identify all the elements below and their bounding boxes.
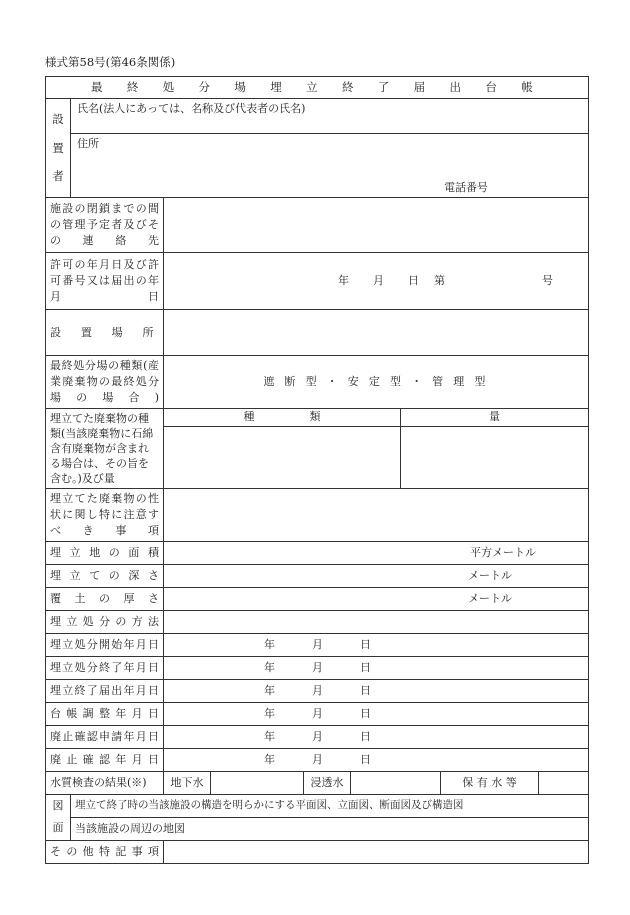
permit-field[interactable] [164, 253, 589, 310]
type-label: 最終処分場の種類(産業廃棄物の最終処分場の場合) [46, 356, 164, 409]
date-row-label: 埋立処分終了年月日 [46, 656, 164, 679]
installer-phone-label: 電話番号 [444, 181, 489, 195]
date-day-unit: 日 [360, 706, 371, 720]
permit-day-unit: 日 [408, 274, 419, 288]
date-row-field[interactable] [164, 633, 589, 656]
date-day-unit: 日 [360, 637, 371, 651]
date-month-unit: 月 [312, 706, 323, 720]
date-row-label: 埋立処分開始年月日 [46, 633, 164, 656]
waste-amount-header: 量 [401, 408, 589, 426]
date-row-field[interactable] [164, 679, 589, 702]
nature-field[interactable] [164, 488, 589, 541]
date-day-unit: 日 [360, 683, 371, 697]
date-row-label: 廃止確認年月日 [46, 748, 164, 771]
date-month-unit: 月 [312, 729, 323, 743]
permit-label: 許可の年月日及び許可番号又は届出の年月日 [46, 253, 164, 310]
date-row-label: 埋立終了届出年月日 [46, 679, 164, 702]
date-year-unit: 年 [264, 729, 275, 743]
permit-month-unit: 月 [373, 274, 384, 288]
area-label: 埋立地の面積 [46, 541, 164, 564]
water-label: 水質検査の結果(※) [46, 771, 164, 794]
installer-name-label: 氏名(法人にあっては、名称及び代表者の氏名) [77, 102, 306, 115]
date-year-unit: 年 [264, 752, 275, 766]
depth-unit: メートル [468, 568, 513, 582]
form-number: 様式第58号(第46条関係) [45, 55, 176, 69]
date-row-field[interactable] [164, 748, 589, 771]
date-row-label: 台帳調整年月日 [46, 702, 164, 725]
cover-field[interactable] [164, 587, 589, 610]
waste-amount-field[interactable] [401, 426, 589, 488]
date-month-unit: 月 [312, 752, 323, 766]
date-day-unit: 日 [360, 660, 371, 674]
permit-number-prefix: 第 [434, 274, 445, 288]
water-retained-label: 保 有 水 等 [441, 771, 539, 794]
date-month-unit: 月 [312, 637, 323, 651]
location-label: 設置場所 [46, 310, 164, 356]
date-day-unit: 日 [360, 752, 371, 766]
waste-label: 埋立てた廃棄物の種類(当該廃棄物に石綿含有廃棄物が含まれる場合は、その旨を含む。)及び量 [46, 408, 164, 488]
cover-label: 覆土の厚さ [46, 587, 164, 610]
water-groundwater-field[interactable] [211, 771, 304, 794]
water-leachate-label: 浸透水 [304, 771, 351, 794]
manager-field[interactable] [164, 198, 589, 253]
depth-field[interactable] [164, 564, 589, 587]
waste-kind-field[interactable] [164, 426, 401, 488]
permit-number-suffix: 号 [542, 274, 553, 288]
date-row-field[interactable] [164, 656, 589, 679]
installer-label: 設 置 者 [46, 99, 71, 198]
water-groundwater-label: 地下水 [164, 771, 211, 794]
cover-unit: メートル [468, 591, 513, 605]
page-title: 最 終 処 分 場 埋 立 終 了 届 出 台 帳 [46, 77, 589, 99]
nature-label: 埋立てた廃棄物の性状に関し特に注意すべき事項 [46, 488, 164, 541]
other-label: その他特記事項 [46, 840, 164, 863]
drawings-label: 図 面 [46, 794, 71, 840]
date-year-unit: 年 [264, 683, 275, 697]
date-year-unit: 年 [264, 706, 275, 720]
installer-name-field[interactable] [71, 99, 589, 134]
drawings-item-map: 当該施設の周辺の地図 [71, 817, 589, 840]
permit-year-unit: 年 [338, 274, 349, 288]
date-row-label: 廃止確認申請年月日 [46, 725, 164, 748]
location-field[interactable] [164, 310, 589, 356]
area-field[interactable] [164, 541, 589, 564]
other-field[interactable] [164, 840, 589, 863]
installer-address-label: 住所 [77, 136, 99, 150]
drawings-item-structure: 埋立て終了時の当該施設の構造を明らかにする平面図、立面図、断面図及び構造図 [71, 794, 589, 817]
manager-label: 施設の閉鎖までの間の管理予定者及びその連絡先 [46, 198, 164, 253]
method-field[interactable] [164, 610, 589, 633]
date-row-field[interactable] [164, 725, 589, 748]
ledger-table [45, 76, 589, 864]
depth-label: 埋立ての深さ [46, 564, 164, 587]
type-options[interactable]: 遮 断 型 ・ 安 定 型 ・ 管 理 型 [164, 356, 589, 409]
date-year-unit: 年 [264, 660, 275, 674]
area-unit: 平方メートル [470, 545, 537, 559]
date-day-unit: 日 [360, 729, 371, 743]
waste-kind-header: 種 類 [164, 408, 401, 426]
water-leachate-field[interactable] [351, 771, 441, 794]
date-year-unit: 年 [264, 637, 275, 651]
method-label: 埋立処分の方法 [46, 610, 164, 633]
date-row-field[interactable] [164, 702, 589, 725]
installer-address-field[interactable] [71, 133, 589, 197]
water-retained-field[interactable] [539, 771, 589, 794]
date-month-unit: 月 [312, 683, 323, 697]
date-month-unit: 月 [312, 660, 323, 674]
